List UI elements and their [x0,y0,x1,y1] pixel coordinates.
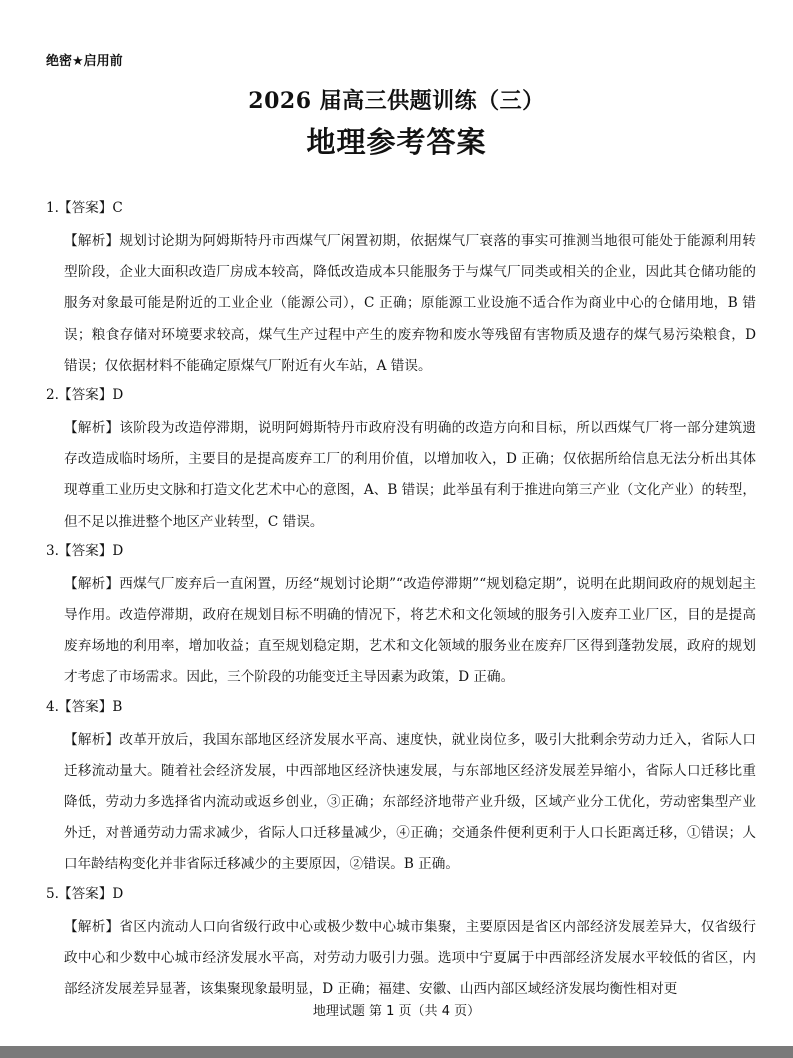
question-number: 2. [46,387,59,404]
question-4 [46,694,756,881]
answer-text: 【答案】C [58,200,123,216]
question-1 [46,195,756,382]
analysis-text: 【解析】该阶段为改造停滞期，说明阿姆斯特丹市政府没有明确的改造方向和目标，所以西煤气厂将一部分建筑遗存改造成临时场所，主要目的是提高废弃工厂的利用价值，以增加收入，D 正确；仅依据所给信息无法分析出其体现尊重工业历史文脉和打造文化艺术中心的意图，A、B 错误；此举虽有利于推进向第三产业（文化产业）的转型，但不足以推进整个地区产业转型，C 错误。 [64,420,756,530]
question-2 [46,382,756,538]
answer-line [46,694,756,725]
question-5 [46,881,756,1006]
answer-key-title: 地理参考答案 [306,125,487,159]
analysis-text: 【解析】省区内流动人口向省级行政中心或极少数中心城市集聚，主要原因是省区内部经济发展差异大，仅省级行政中心和少数中心城市经济发展水平高，对劳动力吸引力强。选项中宁夏属于中西部经济发展水平较低的省区，内部经济发展差异显著，该集聚现象最明显，D 正确；福建、安徽、山西内部区域经济发展均衡性相对更 [64,918,756,998]
answer-line [46,538,756,569]
answer-text: 【答案】D [58,542,124,559]
analysis-text: 【解析】改革开放后，我国东部地区经济发展水平高、速度快，就业岗位多，吸引大批剩余劳动力迁入，省际人口迁移流动量大。随着社会经济发展，中西部地区经济快速发展，与东部地区经济发展差异缩小，省际人口迁移比重降低，劳动力多选择省内流动或返乡创业，③正确；东部经济地带产业升级，区域产业分工优化，劳动密集型产业外迁，对普通劳动力需求减少，省际人口迁移量减少，④正确；交通条件便利更利于人口长距离迁移，①错误；人口年龄结构变化并非省际迁移减少的主要原因，②错误。B 正确。 [64,731,756,873]
question-number: 1. [46,200,59,216]
answer-line [46,382,756,413]
answer-line [46,881,756,912]
analysis-text: 【解析】规划讨论期为阿姆斯特丹市西煤气厂闲置初期，依据煤气厂衰落的事实可推测当地很可能处于能源利用转型阶段，企业大面积改造厂房成本较高，降低改造成本只能服务于与煤气厂同类或相关的企业，因此其仓储功能的服务对象最可能是附近的工业企业（能源公司），C 正确；原能源工业设施不适合作为商业中心的仓储用地，B 错误；粮食存储对环境要求较高，煤气生产过程中产生的废弃物和废水等残留有害物质及遗存的煤气易污染粮食，D 错误；仅依据材料不能确定原煤气厂附近有火车站，A 错误。 [64,233,756,374]
question-number: 3. [46,542,59,559]
answer-text: 【答案】B [58,698,123,715]
answer-list [46,195,756,1005]
question-3 [46,538,756,694]
answer-text: 【答案】D [58,387,124,404]
page-footer: 地理试题 第 1 页（共 4 页） [312,1004,481,1019]
answer-text: 【答案】D [58,885,124,902]
exam-title: 2026 届高三供题训练（三） [248,88,545,114]
answer-line [46,195,756,226]
confidential-label: 绝密★启用前 [46,54,123,69]
analysis-text: 【解析】西煤气厂废弃后一直闲置，历经“规划讨论期”“改造停滞期”“规划稳定期”，说明在此期间政府的规划起主导作用。改造停滞期，政府在规划目标不明确的情况下，将艺术和文化领域的服务引入废弃工业厂区，目的是提高废弃场地的利用率，增加收益；直至规划稳定期，艺术和文化领域的服务业在废弃厂区得到蓬勃发展，政府的规划才考虑了市场需求。因此，三个阶段的功能变迁主导因素为政策，D 正确。 [64,575,756,686]
bottom-divider [0,1046,793,1058]
question-number: 5. [46,885,59,902]
question-number: 4. [46,698,59,715]
